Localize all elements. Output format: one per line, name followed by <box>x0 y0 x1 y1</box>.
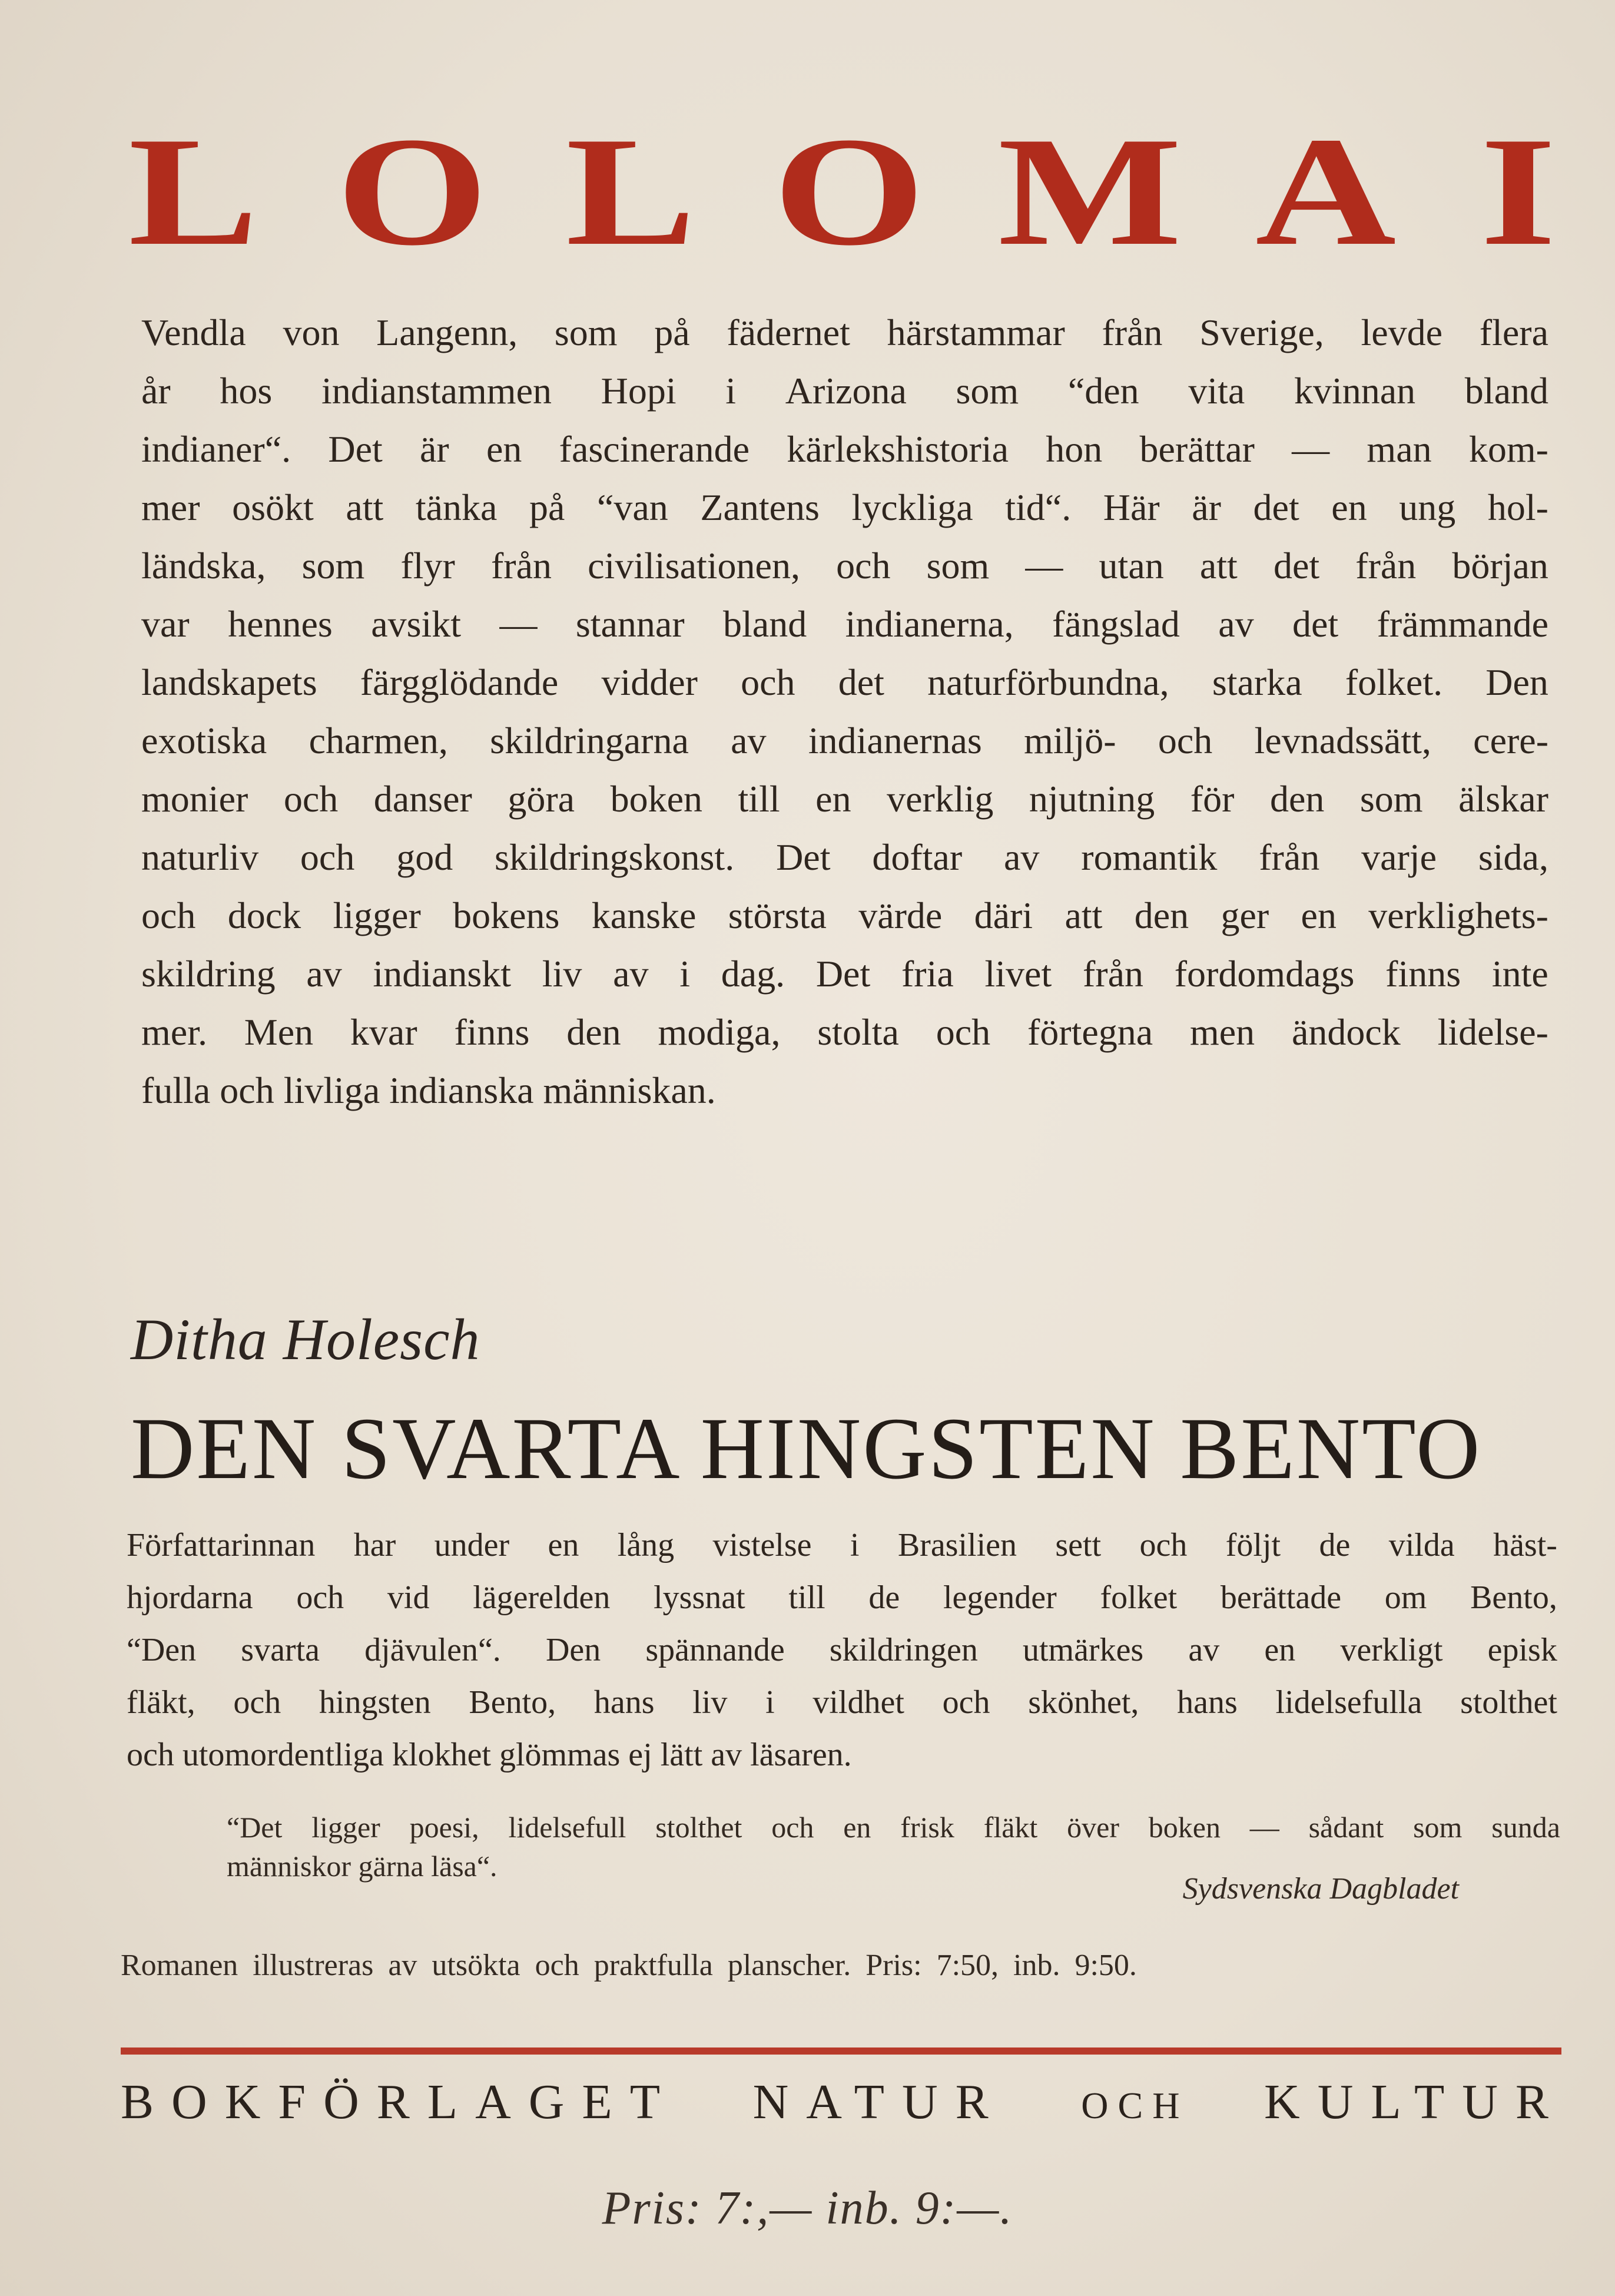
word: liv <box>692 1684 728 1721</box>
word: och <box>936 1011 991 1053</box>
word: Arizona <box>785 370 907 412</box>
word: episk <box>1487 1632 1557 1668</box>
publisher-name <box>121 2075 1566 2129</box>
word: indianstammen <box>321 370 552 412</box>
word: lyckliga <box>851 486 973 528</box>
word: finns <box>454 1011 530 1053</box>
word: en <box>1264 1632 1296 1668</box>
word: civilisationen, <box>588 545 800 587</box>
word: — <box>1292 428 1330 470</box>
word: Den <box>1485 661 1548 703</box>
word: det <box>1273 545 1320 587</box>
word: kvinnan <box>1294 370 1416 412</box>
word: lyssnat <box>654 1579 745 1616</box>
word: Författarinnan <box>127 1527 316 1563</box>
word: för <box>1190 778 1235 820</box>
word: som <box>956 370 1019 412</box>
bento-description <box>127 1519 1557 1781</box>
word: Hopi <box>601 370 676 412</box>
word: fläkt <box>983 1811 1038 1844</box>
text-line <box>141 1061 1548 1119</box>
word: fulla och livliga indianska människan. <box>141 1069 716 1111</box>
word: landskapets <box>141 661 317 703</box>
lolomai-title <box>128 105 1556 278</box>
word: värde <box>858 894 943 936</box>
word: “Det <box>227 1811 283 1844</box>
word: den <box>566 1011 621 1053</box>
word: modiga, <box>658 1011 781 1053</box>
word: stolta <box>817 1011 899 1053</box>
word: den <box>1269 778 1325 820</box>
text-line <box>141 711 1548 770</box>
quote-line <box>227 1808 1560 1847</box>
word: lägerelden <box>473 1579 611 1616</box>
illustration-price-note: Romanen illustreras av utsökta och praktfulla planscher. Pris: 7:50, inb. 9:50. <box>121 1949 1137 1982</box>
word: liv <box>542 953 582 995</box>
word: spännande <box>645 1632 785 1668</box>
word: ligger <box>333 894 421 936</box>
word: “van <box>596 486 668 528</box>
text-line <box>141 536 1548 595</box>
word: verklighets- <box>1368 894 1548 936</box>
word: skildringskonst. <box>495 836 735 878</box>
word: boken <box>610 778 702 820</box>
word: vidder <box>601 661 698 703</box>
word: i <box>850 1527 860 1563</box>
word: att <box>1199 545 1238 587</box>
word: finns <box>1385 953 1461 995</box>
word: av <box>1004 836 1040 878</box>
word: “Den <box>127 1632 197 1668</box>
word: av <box>1218 603 1254 645</box>
word: Vendla <box>141 312 246 353</box>
word: Sverige, <box>1199 312 1324 353</box>
word: indianskt <box>373 953 512 995</box>
word: osökt <box>232 486 314 528</box>
bento-author: Ditha Holesch <box>131 1307 480 1372</box>
word: ligger <box>311 1811 380 1844</box>
text-line <box>127 1729 1557 1781</box>
publisher-word-bokforlaget: BOKFÖRLAGET <box>121 2075 678 2129</box>
word: från <box>1355 545 1417 587</box>
word: hjordarna <box>127 1579 253 1616</box>
word: fria <box>901 953 954 995</box>
word: färgglödande <box>360 661 559 703</box>
word: från <box>1259 836 1320 878</box>
word: man <box>1367 428 1432 470</box>
text-line <box>141 945 1548 1003</box>
word: av <box>306 953 342 995</box>
word: boken <box>1148 1811 1221 1844</box>
word: älskar <box>1458 778 1548 820</box>
word: till <box>738 778 780 820</box>
word: kärlekshistoria <box>787 428 1009 470</box>
title-letter: M <box>997 105 1182 278</box>
word: och <box>836 545 891 587</box>
word: de <box>1319 1527 1351 1563</box>
word: mer <box>141 486 200 528</box>
word: från <box>490 545 552 587</box>
word: bland <box>1464 370 1548 412</box>
word: det <box>1253 486 1299 528</box>
word: frisk <box>900 1811 954 1844</box>
word: främmande <box>1377 603 1548 645</box>
title-letter: I <box>1480 105 1556 278</box>
word: Bento, <box>469 1684 556 1721</box>
word: Det <box>815 953 871 995</box>
word: av <box>613 953 649 995</box>
word: — <box>499 603 538 645</box>
word: fordomdags <box>1174 953 1355 995</box>
word: skildringarna <box>490 720 689 761</box>
word: hans <box>1177 1684 1238 1721</box>
word: cere- <box>1473 720 1548 761</box>
text-line <box>141 828 1548 886</box>
word: flera <box>1479 312 1548 353</box>
word: och <box>283 778 339 820</box>
word: hennes <box>228 603 333 645</box>
title-letter: O <box>773 105 926 278</box>
text-line <box>127 1519 1557 1572</box>
word: en <box>548 1527 579 1563</box>
word: förtegna <box>1027 1011 1153 1053</box>
lolomai-description <box>141 303 1548 1119</box>
word: Brasilien <box>897 1527 1017 1563</box>
word: följt <box>1225 1527 1281 1563</box>
word: Det <box>328 428 383 470</box>
word: sunda <box>1491 1811 1560 1844</box>
word: av <box>1188 1632 1220 1668</box>
word: men <box>1189 1011 1255 1053</box>
word: häst- <box>1493 1527 1557 1563</box>
word: som <box>1359 778 1423 820</box>
word: har <box>353 1527 396 1563</box>
word: och <box>741 661 795 703</box>
word: och <box>233 1684 281 1721</box>
word: från <box>1082 953 1143 995</box>
word: Langenn, <box>376 312 518 353</box>
word: Men <box>244 1011 314 1053</box>
word: dag. <box>721 953 785 995</box>
word: stolthet <box>655 1811 742 1844</box>
word: lidelse- <box>1437 1011 1548 1053</box>
word: en <box>843 1811 871 1844</box>
text-line <box>141 653 1548 711</box>
word: lidelsefulla <box>1275 1684 1422 1721</box>
word: det <box>1292 603 1339 645</box>
word: en <box>1301 894 1337 936</box>
word: på <box>654 312 690 353</box>
word: en <box>815 778 851 820</box>
title-letter: L <box>128 105 258 278</box>
word: fädernet <box>727 312 850 353</box>
word: verklig <box>887 778 994 820</box>
word: hans <box>593 1684 655 1721</box>
word: en <box>486 428 522 470</box>
word: och <box>1158 720 1213 761</box>
word: vita <box>1188 370 1245 412</box>
word: var <box>141 603 190 645</box>
word: det <box>838 661 884 703</box>
word: att <box>1064 894 1103 936</box>
word: sett <box>1055 1527 1102 1563</box>
word: — <box>1025 545 1063 587</box>
word: i <box>679 953 690 995</box>
text-line <box>141 595 1548 653</box>
word: av <box>731 720 767 761</box>
red-divider-rule <box>121 2047 1561 2055</box>
word: och <box>1139 1527 1188 1563</box>
word: Zantens <box>700 486 820 528</box>
word: hingsten <box>319 1684 431 1721</box>
word: under <box>434 1527 510 1563</box>
word: vilda <box>1388 1527 1455 1563</box>
word: naturliv <box>141 836 259 878</box>
word: inte <box>1491 953 1548 995</box>
word: en <box>1331 486 1367 528</box>
word: exotiska <box>141 720 267 761</box>
word: som <box>926 545 990 587</box>
title-letter: A <box>1255 105 1396 278</box>
word: och <box>141 894 196 936</box>
word: miljö- <box>1024 720 1116 761</box>
word: i <box>725 370 737 412</box>
word: som <box>301 545 365 587</box>
word: poesi, <box>409 1811 479 1844</box>
word: vid <box>387 1579 430 1616</box>
word: kanske <box>591 894 697 936</box>
word: som <box>1413 1811 1463 1844</box>
text-line <box>127 1624 1557 1677</box>
word: ger <box>1221 894 1269 936</box>
word: avsikt <box>371 603 462 645</box>
word: om <box>1384 1579 1427 1616</box>
word: sida, <box>1478 836 1548 878</box>
word: — <box>1249 1811 1279 1844</box>
quote-source: Sydsvenska Dagbladet <box>1182 1872 1459 1906</box>
word: monier <box>141 778 248 820</box>
word: legender <box>943 1579 1057 1616</box>
text-line <box>127 1572 1557 1624</box>
word: i <box>765 1684 775 1721</box>
word: och utomordentliga klokhet glömmas ej lätt av läsaren. <box>127 1737 852 1773</box>
word: stannar <box>575 603 685 645</box>
word: livet <box>984 953 1052 995</box>
word: “den <box>1067 370 1139 412</box>
word: skildring <box>141 953 276 995</box>
word: folket <box>1100 1579 1178 1616</box>
word: vistelse <box>712 1527 812 1563</box>
text-line <box>141 1003 1548 1061</box>
text-line <box>141 303 1548 362</box>
word: över <box>1067 1811 1119 1844</box>
word: bland <box>723 603 807 645</box>
publisher-word-och: OCH <box>1081 2085 1189 2126</box>
word: dock <box>227 894 301 936</box>
word: ung <box>1399 486 1456 528</box>
word: från <box>1102 312 1163 353</box>
word: levnadssätt, <box>1254 720 1431 761</box>
word: ändock <box>1291 1011 1401 1053</box>
word: största <box>728 894 827 936</box>
word: utan <box>1099 545 1164 587</box>
word: mer. <box>141 1011 207 1053</box>
word: Det <box>776 836 831 878</box>
footer-price: Pris: 7:,— inb. 9:—. <box>602 2182 1013 2234</box>
word: starka <box>1212 661 1302 703</box>
text-line <box>141 886 1548 945</box>
word: och <box>296 1579 344 1616</box>
word: skönhet, <box>1028 1684 1139 1721</box>
word: berättar <box>1139 428 1255 470</box>
bento-book-title: DEN SVARTA HINGSTEN BENTO <box>131 1400 1482 1497</box>
word: den <box>1134 894 1189 936</box>
word: ländska, <box>141 545 266 587</box>
text-line <box>141 362 1548 420</box>
word: lång <box>617 1527 675 1563</box>
word: och <box>771 1811 814 1844</box>
title-letter: L <box>565 105 696 278</box>
word: djävulen“. <box>364 1632 501 1668</box>
text-line <box>141 478 1548 536</box>
word: år <box>141 370 171 412</box>
word: hos <box>220 370 273 412</box>
word: är <box>1192 486 1221 528</box>
word: stolthet <box>1460 1684 1557 1721</box>
word: tid“. <box>1005 486 1072 528</box>
word: människor gärna läsa“. <box>227 1850 498 1883</box>
word: kvar <box>350 1011 417 1053</box>
word: indianernas <box>808 720 982 761</box>
word: njutning <box>1029 778 1155 820</box>
word: flyr <box>400 545 455 587</box>
word: vildhet <box>813 1684 904 1721</box>
word: som <box>554 312 618 353</box>
word: levde <box>1361 312 1443 353</box>
text-line <box>127 1677 1557 1729</box>
word: är <box>420 428 449 470</box>
word: och <box>300 836 355 878</box>
word: tänka <box>415 486 498 528</box>
word: härstammar <box>887 312 1065 353</box>
word: hon <box>1046 428 1103 470</box>
word: berättade <box>1220 1579 1342 1616</box>
word: skildringen <box>829 1632 978 1668</box>
publisher-word-kultur: KULTUR <box>1264 2075 1566 2129</box>
word: däri <box>974 894 1033 936</box>
word: och <box>942 1684 990 1721</box>
word: doftar <box>872 836 963 878</box>
word: Bento, <box>1470 1579 1557 1616</box>
word: fängslad <box>1052 603 1180 645</box>
word: hol- <box>1487 486 1548 528</box>
word: bokens <box>453 894 560 936</box>
word: lidelsefull <box>508 1811 626 1844</box>
text-line <box>141 420 1548 478</box>
word: varje <box>1361 836 1437 878</box>
word: god <box>396 836 453 878</box>
word: Den <box>545 1632 601 1668</box>
word: de <box>868 1579 900 1616</box>
word: folket. <box>1345 661 1443 703</box>
word: på <box>529 486 565 528</box>
word: Här <box>1103 486 1160 528</box>
word: utmärkes <box>1022 1632 1144 1668</box>
title-letter: O <box>336 105 488 278</box>
word: fläkt, <box>127 1684 195 1721</box>
word: kom- <box>1468 428 1548 470</box>
word: indianer“. <box>141 428 291 470</box>
word: sådant <box>1308 1811 1384 1844</box>
word: von <box>283 312 340 353</box>
word: göra <box>508 778 575 820</box>
word: charmen, <box>309 720 448 761</box>
word: indianerna, <box>845 603 1014 645</box>
word: att <box>346 486 384 528</box>
word: början <box>1452 545 1548 587</box>
word: verkligt <box>1340 1632 1443 1668</box>
word: romantik <box>1081 836 1218 878</box>
text-line <box>141 770 1548 828</box>
word: danser <box>373 778 472 820</box>
word: till <box>788 1579 825 1616</box>
publisher-word-natur: NATUR <box>752 2075 1006 2129</box>
word: naturförbundna, <box>927 661 1169 703</box>
word: svarta <box>241 1632 320 1668</box>
word: fascinerande <box>559 428 750 470</box>
